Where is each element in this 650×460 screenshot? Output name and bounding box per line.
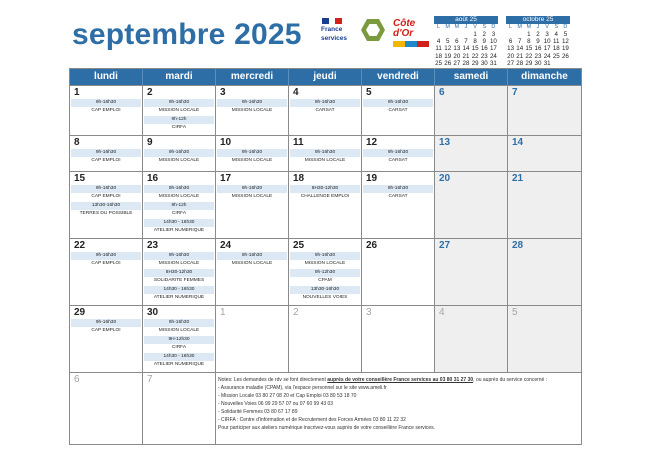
day-number: 6	[74, 374, 80, 385]
mini-weekday: M	[454, 24, 460, 30]
day-number: 26	[366, 240, 378, 251]
mini-day: 30	[480, 59, 488, 67]
day-cell[interactable]	[143, 172, 216, 238]
event-time: 13h30-16h30	[71, 202, 141, 210]
event-label: CARSAT	[363, 107, 433, 115]
event-time: 9h-16h30	[290, 252, 360, 260]
mini-day: 12	[444, 45, 452, 53]
mini-day: 23	[480, 52, 488, 60]
day-cell[interactable]	[508, 86, 581, 135]
mini-day: 24	[543, 52, 551, 60]
weekday-vendredi: vendredi	[362, 69, 435, 85]
day-number: 24	[220, 240, 232, 251]
day-number: 3	[366, 307, 372, 318]
week-row	[70, 238, 581, 305]
notes-line: Pour participer aux ateliers numérique inscrivez-vous auprès de votre conseillère France services.	[218, 425, 436, 431]
day-number: 8	[74, 137, 80, 148]
mini-day: 20	[453, 52, 461, 60]
notes-line: - Nouvelles Voies 06 99 29 57 07 ou 07 60 99 43 03	[218, 401, 334, 407]
mini-day: 29	[525, 59, 533, 67]
day-number: 18	[293, 173, 305, 184]
day-number: 10	[220, 137, 232, 148]
day-cell[interactable]	[435, 306, 508, 372]
mini-day: 25	[552, 52, 560, 60]
event-time: 9h-16h30	[144, 252, 214, 260]
mini-weekday: L	[509, 24, 513, 30]
mini-day: 8	[527, 38, 531, 46]
day-number: 13	[439, 137, 451, 148]
notes-line: - Mission Locale 03 80 27 08 20 et Cap Emploi 03 80 53 18 70	[218, 393, 357, 399]
mini-day: 5	[445, 38, 450, 46]
day-number: 15	[74, 173, 86, 184]
event-label: MISSION LOCALE	[144, 327, 214, 335]
mini-weekday: V	[473, 24, 477, 30]
calendar-weeks	[70, 85, 581, 372]
mini-day	[461, 31, 470, 38]
mini-day: 13	[453, 45, 461, 53]
mini-day: 9	[536, 38, 540, 46]
week-row	[70, 85, 581, 135]
mini-day: 29	[471, 59, 479, 67]
event-label: CHALLENGE EMPLOI	[290, 193, 360, 201]
mini-weekday: M	[445, 24, 450, 30]
mini-day	[452, 31, 461, 38]
mini-day: 13	[507, 45, 515, 53]
day-cell[interactable]	[216, 239, 289, 305]
mini-calendar-weekdays	[434, 24, 498, 31]
event-time: 9H-12h30	[144, 336, 214, 344]
event-time: 9h-16h30	[71, 252, 141, 260]
event-label: CPAM	[290, 277, 360, 285]
mini-weekday: S	[482, 24, 487, 30]
event-label: CARSAT	[363, 193, 433, 201]
mini-weekday: M	[517, 24, 522, 30]
day-number: 17	[220, 173, 232, 184]
day-cell[interactable]	[143, 136, 216, 171]
french-flag-icon	[322, 18, 342, 24]
mini-calendar-august	[434, 16, 498, 67]
day-cell[interactable]	[508, 172, 581, 238]
mini-day: 9	[482, 38, 486, 46]
weekday-jeudi: jeudi	[289, 69, 362, 85]
mini-day: 3	[491, 31, 496, 38]
event-time: 8H30-12h30	[144, 269, 214, 277]
mini-day: 6	[508, 38, 513, 46]
day-cell[interactable]	[362, 136, 435, 171]
mini-day: 25	[435, 59, 443, 67]
mini-weekday: M	[526, 24, 532, 30]
day-number: 5	[366, 87, 372, 98]
mini-day	[506, 31, 515, 38]
mini-day: 28	[516, 59, 524, 67]
event-time: 14h30 - 16h30	[144, 286, 214, 294]
event-time: 9h-16h30	[144, 185, 214, 193]
day-cell[interactable]	[289, 239, 362, 305]
day-number: 27	[439, 240, 451, 251]
event-label: CARSAT	[290, 107, 360, 115]
event-label: MISSION LOCALE	[144, 107, 214, 115]
mini-calendar-days	[506, 31, 570, 67]
event-time: 9h-12h30	[290, 269, 360, 277]
mini-weekday: J	[536, 24, 540, 30]
day-number: 23	[147, 240, 159, 251]
mini-day: 12	[561, 38, 569, 46]
event-time: 9h-16h30	[217, 149, 287, 157]
mini-day: 31	[543, 59, 551, 67]
france-services-logo	[321, 18, 353, 58]
mini-day: 14	[462, 45, 470, 53]
notes-line: - Assurance maladie (CPAM), via l'espace personnel sur le site www.ameli.fr	[218, 385, 387, 391]
day-cell[interactable]	[70, 86, 143, 135]
day-cell[interactable]	[508, 306, 581, 372]
notes-line: - CIRFA : Centre d'information et de Recrutement des Forces Armées 03 80 11 22 32	[218, 417, 406, 423]
mini-day: 23	[534, 52, 542, 60]
day-cell[interactable]	[362, 306, 435, 372]
mini-day: 10	[489, 38, 497, 46]
day-number: 25	[293, 240, 305, 251]
day-number: 6	[439, 87, 445, 98]
event-time: 8H30-12h30	[290, 185, 360, 193]
mini-day: 24	[489, 52, 497, 60]
event-time: 13h30-16h30	[290, 286, 360, 294]
mini-weekday: J	[464, 24, 468, 30]
cote-dor-logo	[393, 19, 429, 57]
mini-day: 6	[455, 38, 459, 46]
event-time: 9h-16h30	[71, 185, 141, 193]
weekday-mercredi: mercredi	[216, 69, 289, 85]
mini-day: 11	[553, 38, 560, 46]
day-cell[interactable]	[362, 86, 435, 135]
day-cell[interactable]	[216, 86, 289, 135]
day-number: 28	[512, 240, 524, 251]
day-number: 7	[512, 87, 518, 98]
event-time: 14h30 - 16h30	[144, 353, 214, 361]
event-time: 9h-16h30	[71, 149, 141, 157]
event-time: 9h-16h30	[217, 185, 287, 193]
mini-day	[515, 31, 524, 38]
mini-day	[434, 31, 443, 38]
mini-day: 3	[545, 31, 549, 38]
day-number: 9	[147, 137, 153, 148]
day-number: 1	[74, 87, 80, 98]
event-label: MISSION LOCALE	[217, 107, 287, 115]
event-label: MISSION LOCALE	[217, 193, 287, 201]
event-label: CAP EMPLOI	[71, 107, 141, 115]
event-label: MISSION LOCALE	[144, 260, 214, 268]
mini-weekday: D	[491, 24, 496, 30]
event-time: 9h-16h30	[217, 99, 287, 107]
day-cell[interactable]	[216, 172, 289, 238]
event-time: 9h-12h	[144, 202, 214, 210]
event-time: 9h-16h30	[71, 99, 141, 107]
mini-day: 2	[482, 31, 486, 38]
day-cell[interactable]	[216, 136, 289, 171]
event-label: MISSION LOCALE	[217, 157, 287, 165]
notes-box	[216, 373, 581, 444]
day-cell[interactable]	[70, 136, 143, 171]
day-number: 2	[147, 87, 153, 98]
event-label: NOUVELLES VOIES	[290, 294, 360, 302]
month-calendar	[69, 68, 582, 445]
event-label: MISSION LOCALE	[144, 157, 214, 165]
mini-calendar-days	[434, 31, 498, 67]
mini-day: 19	[561, 45, 569, 53]
day-number: 20	[439, 173, 451, 184]
notes-line: - Solidarité Femmes 03 80 67 17 89	[218, 409, 298, 415]
day-cell[interactable]	[70, 172, 143, 238]
event-time: 9h-16h30	[144, 319, 214, 327]
day-number: 11	[293, 137, 304, 148]
mini-day: 1	[473, 31, 477, 38]
mini-day: 1	[527, 31, 531, 38]
event-label: CIRFA	[144, 210, 214, 218]
day-cell[interactable]	[143, 86, 216, 135]
mini-weekday: V	[545, 24, 549, 30]
day-number: 4	[293, 87, 299, 98]
mini-day: 8	[473, 38, 477, 46]
day-number: 14	[512, 137, 524, 148]
day-number: 21	[512, 173, 524, 184]
day-cell[interactable]	[435, 172, 508, 238]
mini-day: 4	[554, 31, 558, 38]
mini-day: 16	[480, 45, 488, 53]
day-cell[interactable]	[362, 239, 435, 305]
mini-calendar-weekdays	[506, 24, 570, 31]
mini-weekday: L	[437, 24, 441, 30]
day-cell[interactable]	[362, 172, 435, 238]
event-time: 9h-16h30	[144, 149, 214, 157]
cote-dor-color-bar	[393, 41, 429, 47]
mini-day: 10	[543, 38, 551, 46]
notes-phone: auprès de votre conseillère France services au 03 80 31 27 30	[327, 377, 474, 383]
france-services-line2: services	[321, 35, 348, 42]
weekday-dimanche: dimanche	[521, 71, 568, 82]
day-cell[interactable]	[289, 86, 362, 135]
event-label: ATELIER NUMERIQUE	[144, 227, 214, 235]
day-cell[interactable]	[216, 306, 289, 372]
france-services-line1: France	[321, 26, 343, 33]
event-label: CIRFA	[144, 344, 214, 352]
day-number: 3	[220, 87, 226, 98]
day-cell	[143, 373, 216, 444]
day-number: 1	[220, 307, 226, 318]
event-time: 9h-16h30	[363, 185, 433, 193]
day-number: 19	[366, 173, 378, 184]
day-cell[interactable]	[143, 239, 216, 305]
day-number: 16	[147, 173, 159, 184]
mini-day: 21	[516, 52, 524, 60]
day-cell[interactable]	[508, 239, 581, 305]
mini-day: 19	[444, 52, 452, 60]
weekday-samedi: samedi	[435, 69, 508, 85]
mini-day: 18	[552, 45, 560, 53]
mini-day: 20	[507, 52, 515, 60]
event-label: CARSAT	[363, 157, 433, 165]
day-number: 5	[512, 307, 518, 318]
event-time: 14h30 - 16h30	[144, 219, 214, 227]
mini-weekday: S	[554, 24, 559, 30]
event-time: 9h-16h30	[363, 99, 433, 107]
event-label: MISSION LOCALE	[217, 260, 287, 268]
event-label: CAP EMPLOI	[71, 260, 141, 268]
mini-day: 27	[453, 59, 461, 67]
mini-day: 14	[516, 45, 524, 53]
event-label: MISSION LOCALE	[290, 157, 360, 165]
day-cell	[70, 373, 143, 444]
day-cell[interactable]	[70, 306, 143, 372]
mini-day: 2	[536, 31, 540, 38]
mini-calendar-october	[506, 16, 570, 67]
mini-day: 22	[471, 52, 479, 60]
event-label: ATELIER NUMERIQUE	[144, 294, 214, 302]
mini-day: 7	[517, 38, 522, 46]
event-time: 9h-16h30	[290, 149, 360, 157]
mini-day: 31	[489, 59, 497, 67]
mini-day: 30	[534, 59, 542, 67]
mini-day: 26	[561, 52, 569, 60]
notes-tail: , ou auprès du service concerné :	[473, 377, 548, 383]
weekday-mardi: mardi	[143, 69, 216, 85]
mini-calendar-month: octobre 25	[506, 16, 570, 24]
notes-row	[70, 372, 581, 444]
day-cell[interactable]	[435, 136, 508, 171]
week-row	[70, 305, 581, 372]
mini-day: 15	[471, 45, 479, 53]
event-label: CAP EMPLOI	[71, 327, 141, 335]
day-cell[interactable]	[508, 136, 581, 171]
mini-day: 17	[543, 45, 551, 53]
event-label: CAP EMPLOI	[71, 157, 141, 165]
notes-lead: Notes: Les demandes de rdv se font directement	[218, 377, 328, 383]
mini-day: 7	[464, 38, 468, 46]
day-number: 29	[74, 307, 86, 318]
weekday-lundi: lundi	[70, 69, 143, 85]
community-logo	[357, 19, 389, 53]
week-row	[70, 171, 581, 238]
mini-day: 16	[534, 45, 542, 53]
event-time: 9h-16h30	[363, 149, 433, 157]
mini-day: 4	[436, 38, 441, 46]
event-label: TERRES DU POSSIBLE	[71, 210, 141, 218]
event-label: SOLIDARITE FEMMES	[144, 277, 214, 285]
event-time: 9h-16h30	[290, 99, 360, 107]
day-number: 7	[147, 374, 153, 385]
event-label: MISSION LOCALE	[290, 260, 360, 268]
event-time: 9h-16h30	[71, 319, 141, 327]
mini-day: 5	[563, 31, 568, 38]
event-label: ATELIER NUMERIQUE	[144, 361, 214, 369]
cote-dor-line2: d'Or	[393, 28, 414, 39]
mini-day: 28	[462, 59, 470, 67]
day-cell[interactable]	[70, 239, 143, 305]
mini-day: 22	[525, 52, 533, 60]
event-time: 9h-16h30	[217, 252, 287, 260]
page-title: septembre 2025	[72, 18, 302, 51]
mini-day	[443, 31, 452, 38]
mini-weekday: D	[563, 24, 568, 30]
day-number: 2	[293, 307, 299, 318]
mini-calendar-month: août 25	[434, 16, 498, 24]
event-label: CIRFA	[144, 124, 214, 132]
event-time: 9h-16h30	[144, 99, 214, 107]
cote-dor-line1: Côte	[393, 18, 416, 29]
day-cell[interactable]	[289, 136, 362, 171]
day-number: 4	[439, 307, 445, 318]
weekday-header	[70, 69, 581, 85]
day-cell[interactable]	[435, 86, 508, 135]
mini-day: 17	[489, 45, 497, 53]
mini-day: 27	[507, 59, 515, 67]
day-number: 30	[147, 307, 159, 318]
mini-day: 21	[462, 52, 470, 60]
day-number: 12	[366, 137, 378, 148]
event-time: 9h-12h	[144, 116, 214, 124]
mini-day: 15	[525, 45, 533, 53]
day-cell[interactable]	[435, 239, 508, 305]
day-number: 22	[74, 240, 86, 251]
event-label: MISSION LOCALE	[144, 193, 214, 201]
mini-day: 11	[435, 45, 442, 53]
day-cell[interactable]	[289, 306, 362, 372]
event-label: CAP EMPLOI	[71, 193, 141, 201]
mini-day: 26	[444, 59, 452, 67]
mini-day: 18	[435, 52, 443, 60]
week-row	[70, 135, 581, 171]
day-cell[interactable]	[143, 306, 216, 372]
day-cell[interactable]	[289, 172, 362, 238]
